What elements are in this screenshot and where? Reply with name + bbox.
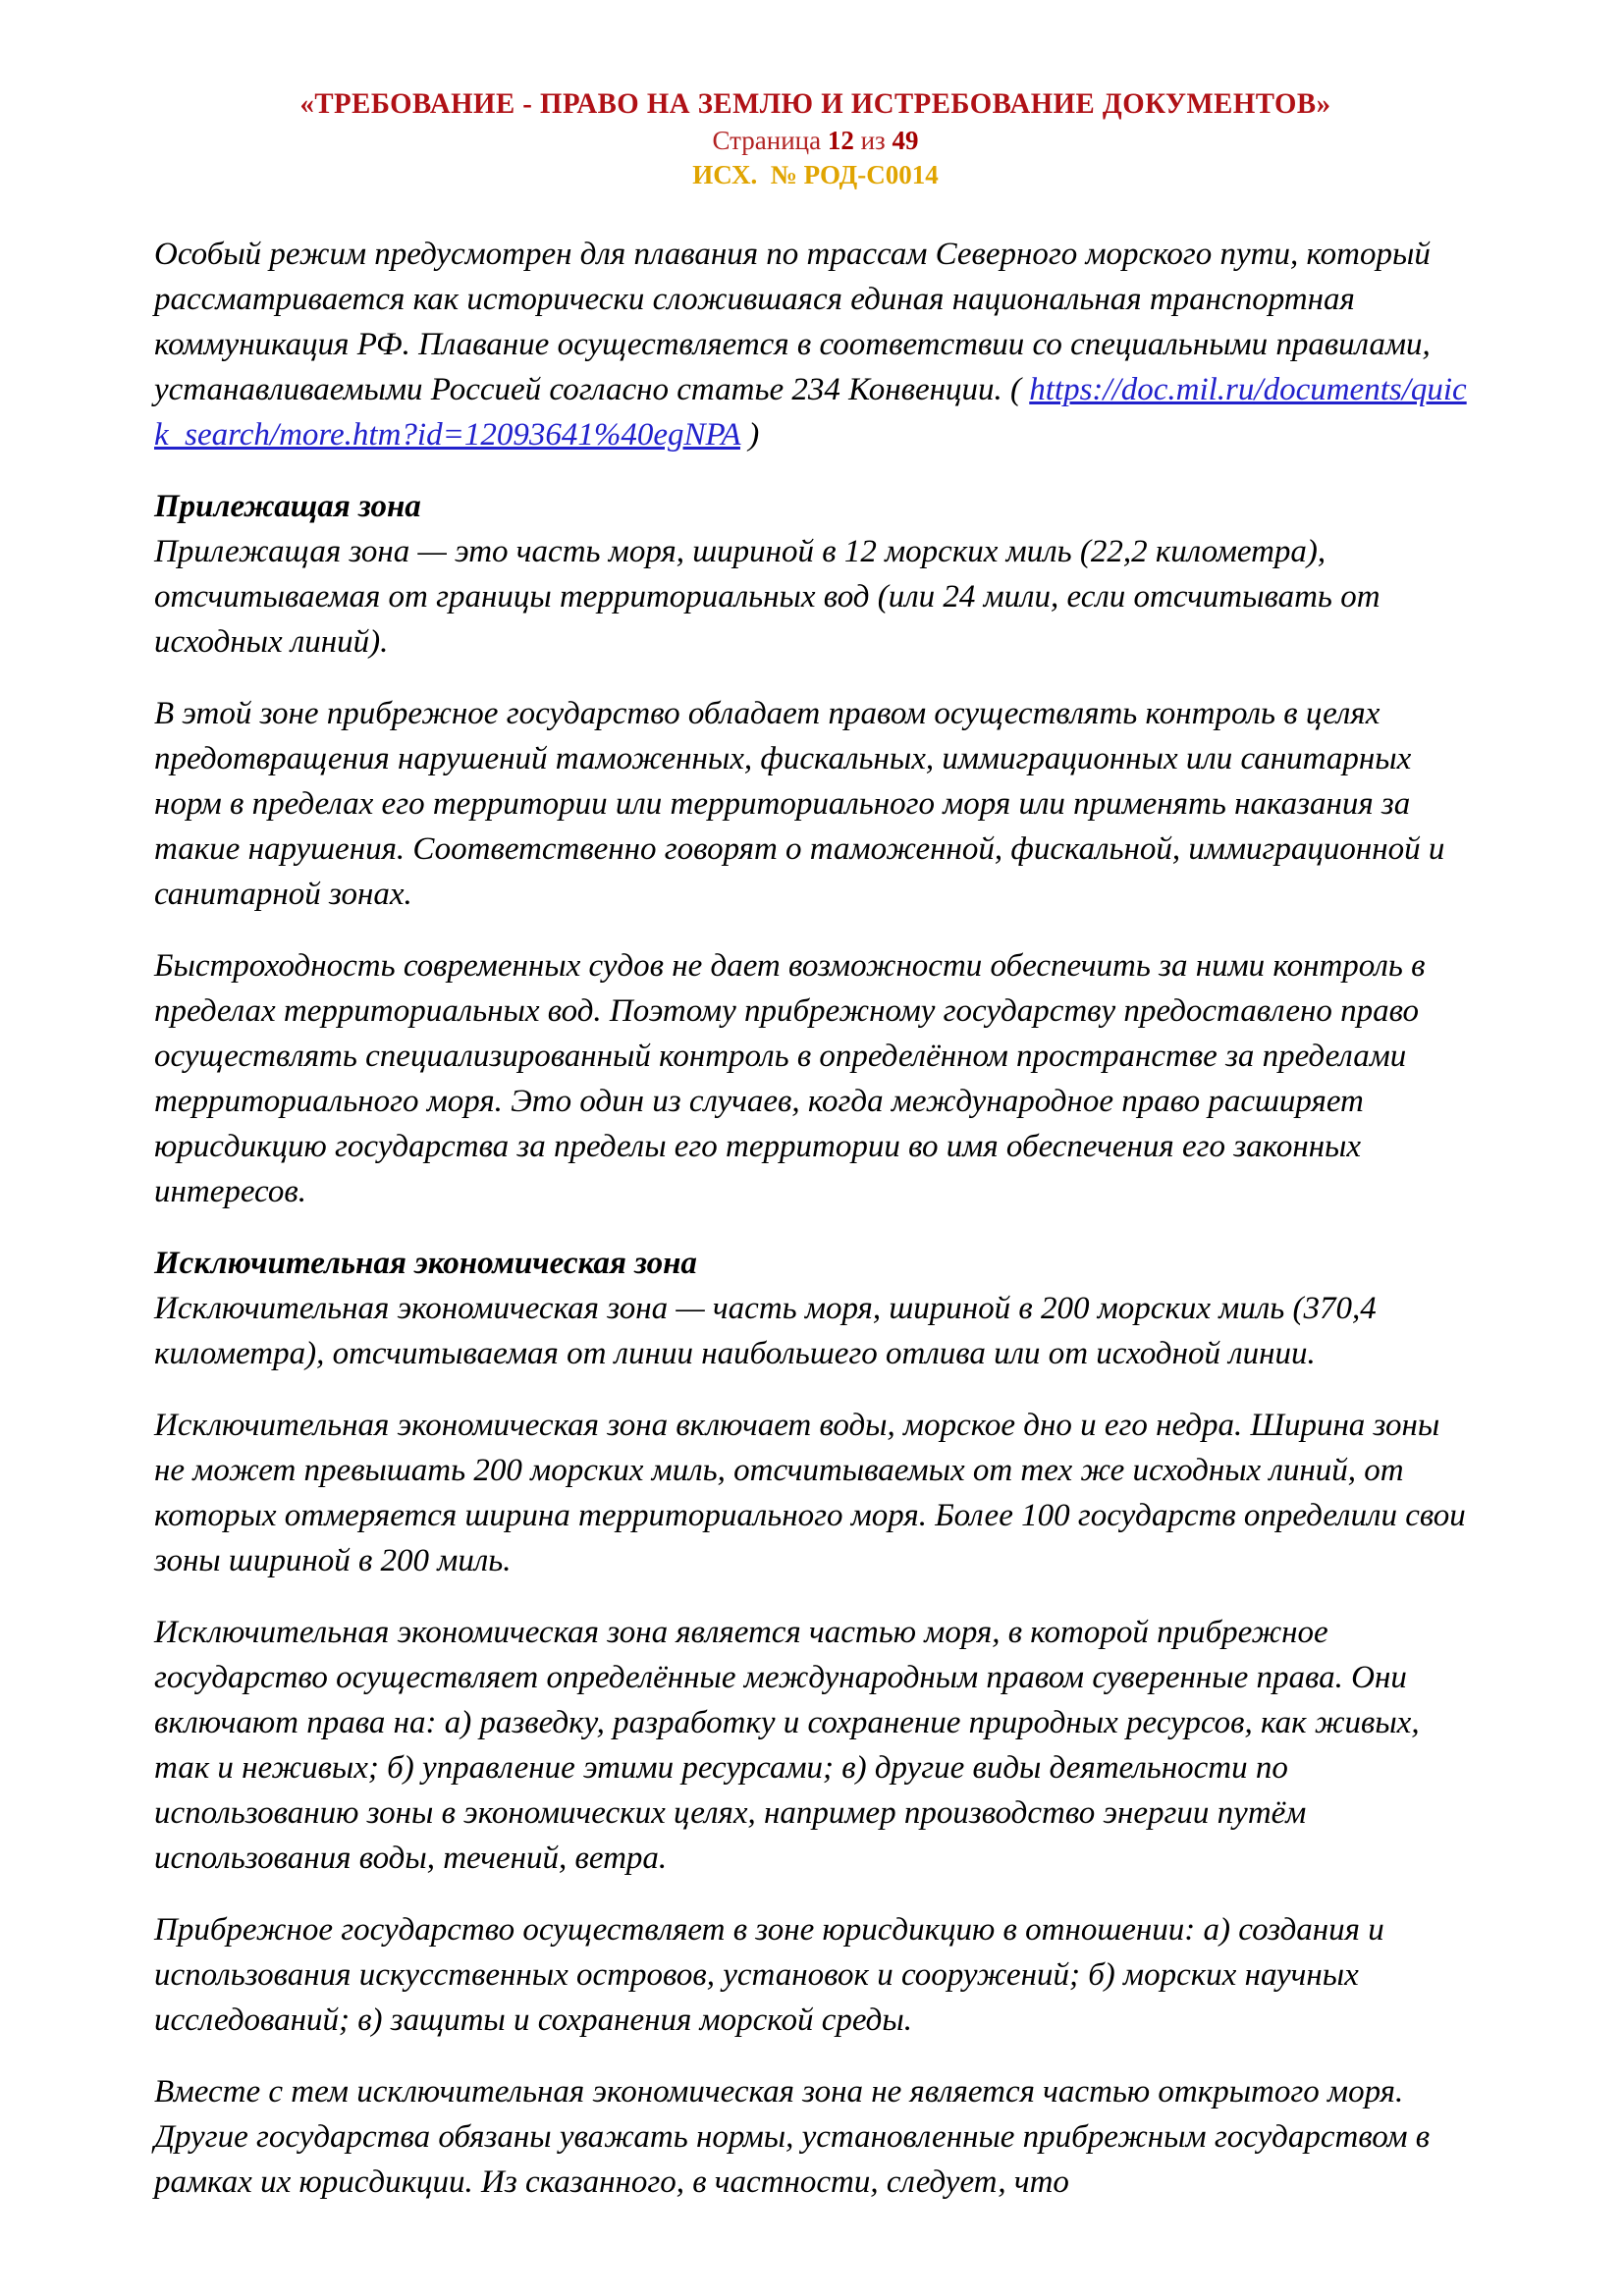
page-separator: из: [860, 125, 886, 155]
body-paragraph: В этой зоне прибрежное государство обладает правом осуществлять контроль в целях предотвращения нарушений таможенных, фискальных, иммиграционных или санитарных норм в пределах его территории или территориального моря или применять наказания за такие нарушения. Соответственно говорят о таможенной, фискальной, иммиграционной и санитарной зонах.: [154, 696, 1445, 913]
body-paragraph: Исключительная экономическая зона — часть моря, шириной в 200 морских миль (370,4 километра), отсчитываемая от линии наибольшего отлива или от исходной линии.: [154, 1291, 1377, 1372]
body-paragraph: Исключительная экономическая зона является частью моря, в которой прибрежное государство осуществляет определённые международным правом суверенные права. Они включают права на: а) разведку, разработку и сохранение природных ресурсов, как живых, так и неживых; б) управление этими ресурсами; в) другие виды деятельности по использованию зоны в экономических целях, например производство энергии путём использования воды, течений, ветра.: [154, 1615, 1420, 1877]
paragraph-text: ): [739, 417, 760, 454]
document-header: [154, 86, 1477, 190]
section-heading-exclusive-economic-zone: Исключительная экономическая зона: [154, 1246, 697, 1282]
page-total: 49: [892, 125, 919, 155]
body-paragraph: Исключительная экономическая зона включает воды, морское дно и его недра. Ширина зоны не может превышать 200 морских миль, отсчитываемых от тех же исходных линий, от которых отмеряется ширина территориального моря. Более 100 государств определили свои зоны шириной в 200 миль.: [154, 1408, 1466, 1579]
reference-number: ИСХ. № РОД-С0014: [692, 159, 939, 189]
document-title: «ТРЕБОВАНИЕ - ПРАВО НА ЗЕМЛЮ И ИСТРЕБОВАНИЕ ДОКУМЕНТОВ»: [299, 87, 1331, 120]
page-current: 12: [827, 125, 854, 155]
body-paragraph: Прибрежное государство осуществляет в зоне юрисдикцию в отношении: а) создания и использования искусственных островов, установок и сооружений; б) морских научных исследований; в) защиты и сохранения морской среды.: [154, 1912, 1384, 2039]
body-paragraph: [154, 232, 1477, 457]
document-body: [154, 232, 1477, 2205]
page-label: Страница: [712, 125, 822, 155]
body-paragraph: Прилежащая зона — это часть моря, шириной в 12 морских миль (22,2 километра), отсчитываемая от границы территориальных вод (или 24 мили, если отсчитывать от исходных линий).: [154, 534, 1380, 661]
body-paragraph: Быстроходность современных судов не дает возможности обеспечить за ними контроль в пределах территориальных вод. Поэтому прибрежному государству предоставлено право осуществлять специализированный контроль в определённом пространстве за пределами территориального моря. Это один из случаев, когда международное право расширяет юрисдикцию государства за пределы его территории во имя обеспечения его законных интересов.: [154, 948, 1426, 1210]
body-paragraph: Вместе с тем исключительная экономическая зона не является частью открытого моря. Другие государства обязаны уважать нормы, установленные прибрежным государством в рамках их юрисдикции. Из сказанного, в частности, следует, что: [154, 2074, 1431, 2201]
paragraph-text: Особый режим предусмотрен для плавания по трассам Северного морского пути, который рассматривается как исторически сложившаяся единая национальная транспортная коммуникация РФ. Плавание осуществляется в соответствии со специальными правилами, устанавливаемыми Россией согласно статье 234 Конвенции. (: [154, 237, 1431, 408]
page-indicator: [154, 125, 1477, 157]
section-heading-adjacent-zone: Прилежащая зона: [154, 489, 421, 525]
document-link[interactable]: https://doc.mil.ru/documents/quick_search/more.htm?id=12093641%40egNPA: [154, 372, 1467, 454]
